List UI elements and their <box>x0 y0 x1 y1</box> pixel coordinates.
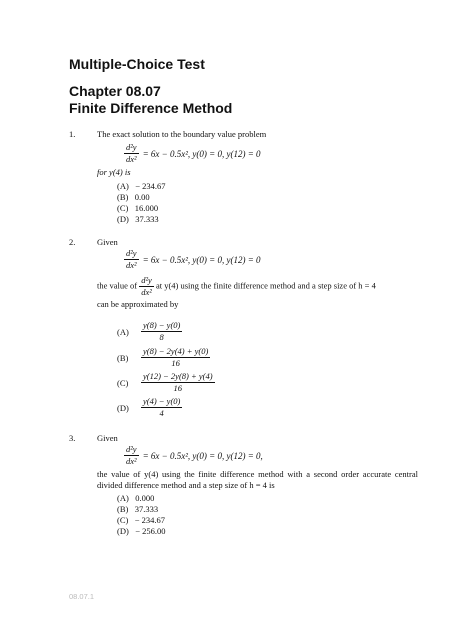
page-number: 08.07.1 <box>69 592 95 601</box>
test-title: Multiple-Choice Test <box>69 56 205 72</box>
option-label: (B) <box>117 192 129 202</box>
option-label: (C) <box>117 515 129 525</box>
option-value: 37.333 <box>134 504 159 514</box>
option-den: 8 <box>159 332 164 342</box>
option-label: (A) <box>117 181 129 191</box>
option-value: − 256.00 <box>135 526 166 536</box>
q3-eq-lhs-num: d²y <box>126 444 137 454</box>
q3-number: 3. <box>69 433 76 443</box>
q2-number: 2. <box>69 237 76 247</box>
q1-equation <box>124 142 261 165</box>
option-num: y(12) − 2y(8) + y(4) <box>143 371 213 381</box>
option-label: (B) <box>117 352 129 363</box>
option-value: − 234.67 <box>135 181 166 191</box>
q2-equation <box>124 248 261 271</box>
q2-option-d[interactable] <box>117 396 182 419</box>
q2-frac-den: dx² <box>141 287 152 297</box>
q1-eq-rhs: = 6x − 0.5x², y(0) = 0, y(12) = 0 <box>142 149 261 160</box>
option-label: (D) <box>117 214 129 224</box>
q1-number: 1. <box>69 129 76 139</box>
q1-option-d[interactable] <box>117 214 159 224</box>
option-value: 0.000 <box>135 493 155 503</box>
q2-text-a: the value of <box>97 280 138 291</box>
q3-given: Given <box>97 433 118 443</box>
q1-text: The exact solution to the boundary value problem <box>97 129 267 139</box>
option-num: y(8) − 2y(4) + y(0) <box>143 346 209 356</box>
q3-option-b[interactable] <box>117 504 158 514</box>
option-num: y(4) − y(0) <box>143 396 181 406</box>
q2-text-b: at y(4) using the finite difference method and a step size of h = 4 <box>155 280 376 291</box>
option-value: 37.333 <box>135 214 159 224</box>
q3-option-d[interactable] <box>117 526 165 536</box>
q2-eq-lhs-num: d²y <box>126 248 137 258</box>
option-value: − 234.67 <box>134 515 166 525</box>
option-label: (A) <box>117 326 129 337</box>
option-label: (D) <box>117 526 129 536</box>
q3-option-a[interactable] <box>117 493 154 503</box>
q3-eq-lhs-den: dx² <box>126 456 137 466</box>
q1-option-b[interactable] <box>117 192 150 202</box>
q2-text-c: can be approximated by <box>97 299 179 309</box>
q1-eq-lhs-den: dx² <box>126 154 137 164</box>
chapter-title: Finite Difference Method <box>69 100 233 116</box>
q1-option-a[interactable] <box>117 181 165 191</box>
q3-text: the value of y(4) using the finite difference method with a second order accurate central divided difference method and a step size of h = 4 is <box>97 469 418 490</box>
option-label: (C) <box>117 203 129 213</box>
q2-option-a[interactable] <box>117 320 182 343</box>
chapter-number: Chapter 08.07 <box>69 83 161 99</box>
q1-option-c[interactable] <box>117 203 158 213</box>
option-label: (B) <box>117 504 129 514</box>
option-num: y(8) − y(0) <box>143 320 181 330</box>
option-den: 16 <box>171 358 180 368</box>
option-den: 16 <box>173 383 183 393</box>
option-label: (A) <box>117 493 129 503</box>
q2-sentence <box>97 275 376 298</box>
q2-option-c[interactable] <box>117 371 215 394</box>
option-den: 4 <box>159 408 164 418</box>
option-value: 16.000 <box>134 203 159 213</box>
q2-eq-rhs: = 6x − 0.5x², y(0) = 0, y(12) = 0 <box>142 255 261 266</box>
option-label: (D) <box>117 402 129 413</box>
q2-given: Given <box>97 237 118 247</box>
q1-for-text: for y(4) is <box>97 167 131 177</box>
q3-eq-rhs: = 6x − 0.5x², y(0) = 0, y(12) = 0, <box>142 451 263 462</box>
q3-option-c[interactable] <box>117 515 165 525</box>
q2-eq-lhs-den: dx² <box>126 260 137 270</box>
q2-option-b[interactable] <box>117 346 210 369</box>
q1-eq-lhs-num: d²y <box>126 142 137 152</box>
q3-equation <box>124 444 263 467</box>
option-label: (C) <box>117 377 129 388</box>
q2-frac-num: d²y <box>141 275 152 285</box>
option-value: 0.00 <box>134 192 150 202</box>
